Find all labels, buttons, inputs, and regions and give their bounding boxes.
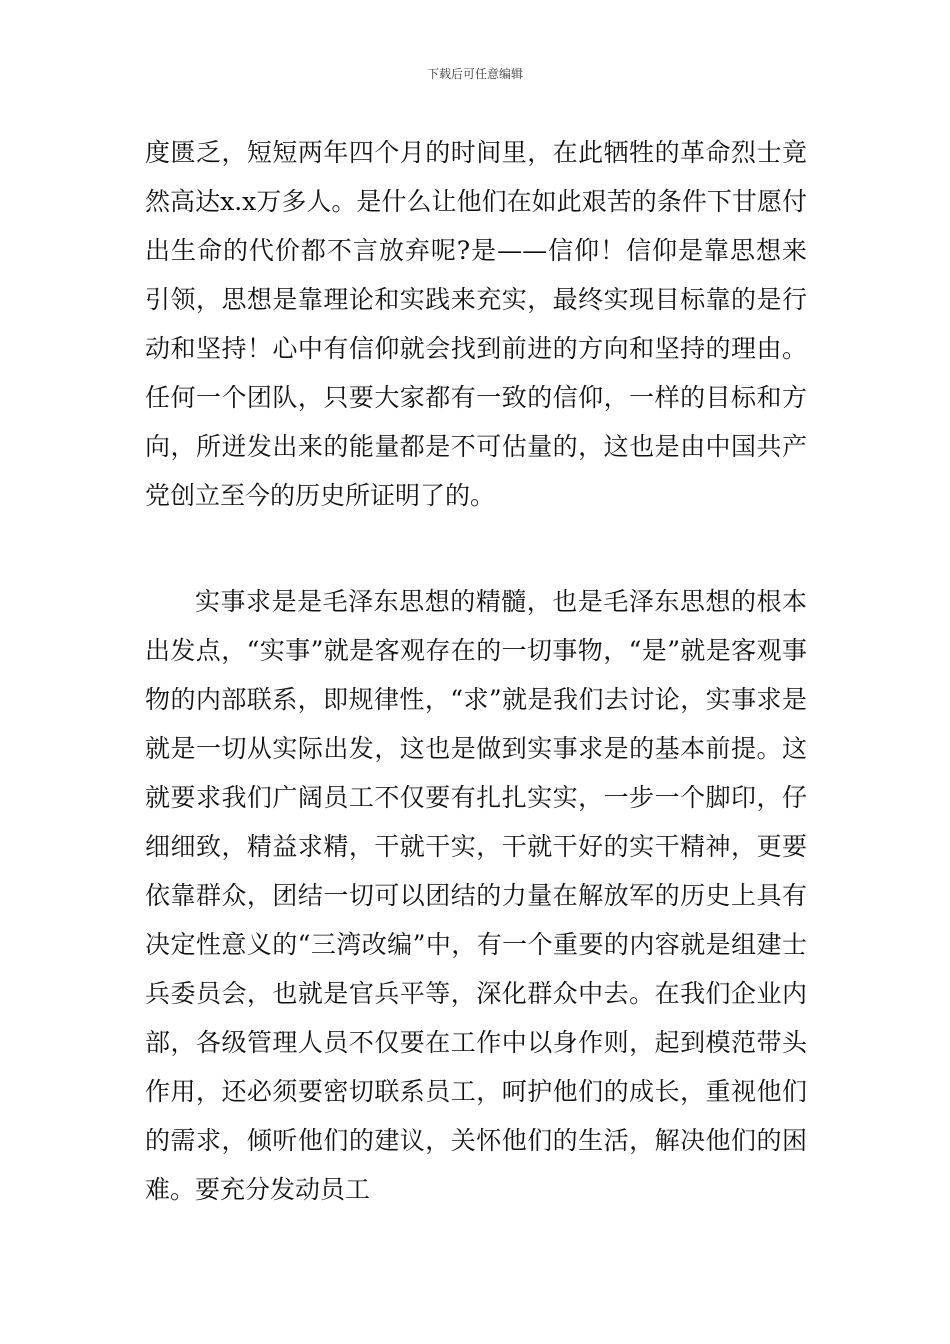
paragraph-2: 实事求是是毛泽东思想的精髓，也是毛泽东思想的根本出发点，“实事”就是客观存在的一切事物，“是”就是客观事物的内部联系，即规律性，“求”就是我们去讨论，实事求是就是一切从实际出发，这也是做到实事求是的基本前提。这就要求我们广阔员工不仅要有扎扎实实，一步一个脚印，仔细细致，精益求精，干就干实，干就干好的实干精神，更要依靠群众，团结一切可以团结的力量在解放军的历史上具有决定性意义的“三湾改编”中，有一个重要的内容就是组建士兵委员会，也就是官兵平等，深化群众中去。在我们企业内部，各级管理人员不仅要在工作中以身作则，起到模范带头作用，还必须要密切联系员工，呵护他们的成长，重视他们的需求，倾听他们的建议，关怀他们的生活，解决他们的困难。要充分发动员工 [145, 587, 807, 1204]
paragraph-1: 度匮乏，短短两年四个月的时间里，在此牺牲的革命烈士竟然高达x.x万多人。是什么让他们在如此艰苦的条件下甘愿付出生命的代价都不言放弃呢?是——信仰！信仰是靠思想来引领，思想是靠理论和实践来充实，最终实现目标靠的是行动和坚持！心中有信仰就会找到前进的方向和坚持的理由。任何一个团队，只要大家都有一致的信仰，一样的目标和方向，所迸发出来的能量都是不可估量的，这也是由中国共产党创立至今的历史所证明了的。 [145, 138, 807, 510]
page-header: 下载后可任意编辑 [426, 67, 523, 81]
